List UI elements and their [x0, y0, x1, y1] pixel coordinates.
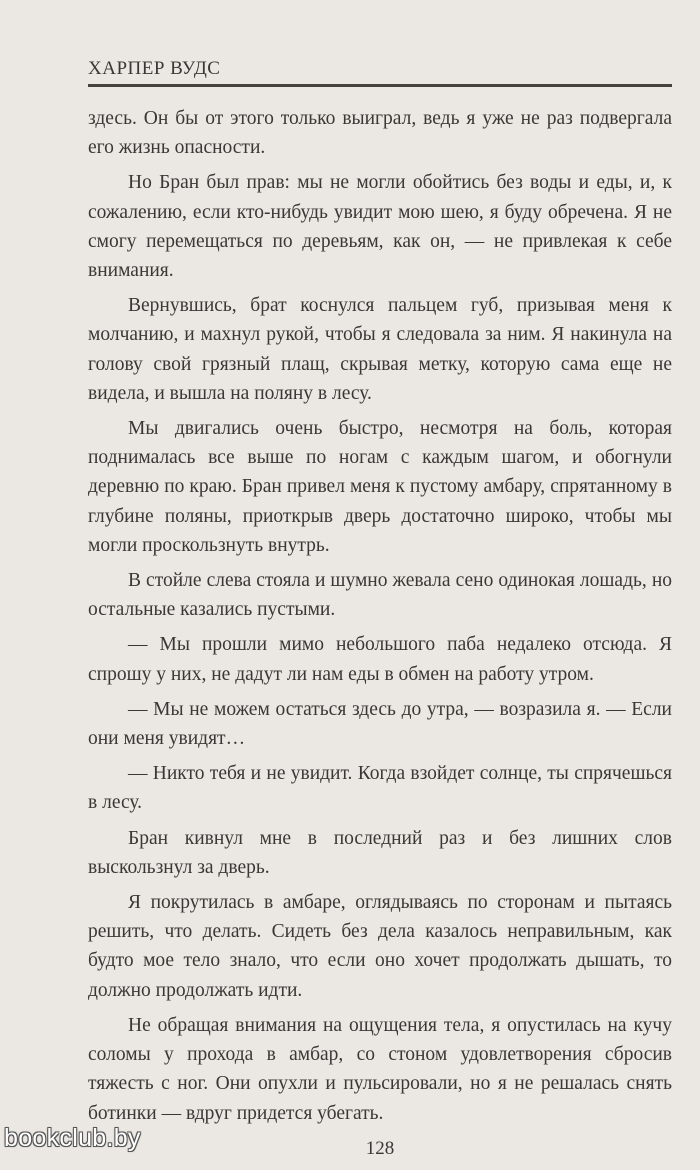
paragraph: Я покрутилась в амбаре, оглядываясь по сторонам и пытаясь решить, что делать. Сидеть без дела казалось неправильным, как будто мое тело знало, что если оно хочет продолжать дышать, то должно продолжать идти.	[88, 892, 672, 1001]
watermark: bookclub.by	[4, 1124, 141, 1152]
running-header: ХАРПЕР ВУДС	[88, 58, 221, 79]
paragraph: здесь. Он бы от этого только выиграл, ведь я уже не раз подвергала его жизнь опасности.	[88, 108, 672, 159]
paragraph: Но Бран был прав: мы не могли обойтись без воды и еды, и, к сожалению, если кто-нибудь увидит мою шею, я буду обречена. Я не смогу перемещаться по деревьям, как он, — не привлекая к себе внимания.	[88, 172, 672, 282]
header-rule	[88, 84, 672, 87]
paragraph: — Мы не можем остаться здесь до утра, — возразила я. — Если они меня увидят…	[88, 698, 672, 750]
body-text	[88, 104, 672, 1128]
paragraph: Не обращая внимания на ощущения тела, я опустилась на кучу соломы у прохода в амбар, со стоном удовлетворения сбросив тяжесть с ног. Они опухли и пульсировали, но я не решалась снять ботинки — вдруг придется убегать.	[88, 1014, 672, 1124]
paragraph: — Никто тебя и не увидит. Когда взойдет солнце, ты спрячешься в лесу.	[88, 763, 672, 814]
paragraph: В стойле слева стояла и шумно жевала сено одинокая лошадь, но остальные казались пустыми.	[88, 570, 672, 621]
paragraph: — Мы прошли мимо небольшого паба недалеко отсюда. Я спрошу у них, не дадут ли нам еды в обмен на работу утром.	[88, 634, 672, 685]
page-number: 128	[365, 1138, 395, 1159]
paragraph: Мы двигались очень быстро, несмотря на боль, которая поднималась все выше по ногам с каждым шагом, и обогнули деревню по краю. Бран привел меня к пустому амбару, спрятанному в глубине поляны, приоткрыв дверь достаточно широко, чтобы мы могли проскользнуть внутрь.	[88, 418, 672, 556]
paragraph: Бран кивнул мне в последний раз и без лишних слов выскользнул за дверь.	[88, 827, 672, 878]
paragraph: Вернувшись, брат коснулся пальцем губ, призывая меня к молчанию, и махнул рукой, чтобы я следовала за ним. Я накинула на голову свой грязный плащ, скрывая метку, которую сама еще не видела, и вышла на поляну в лесу.	[88, 295, 672, 404]
